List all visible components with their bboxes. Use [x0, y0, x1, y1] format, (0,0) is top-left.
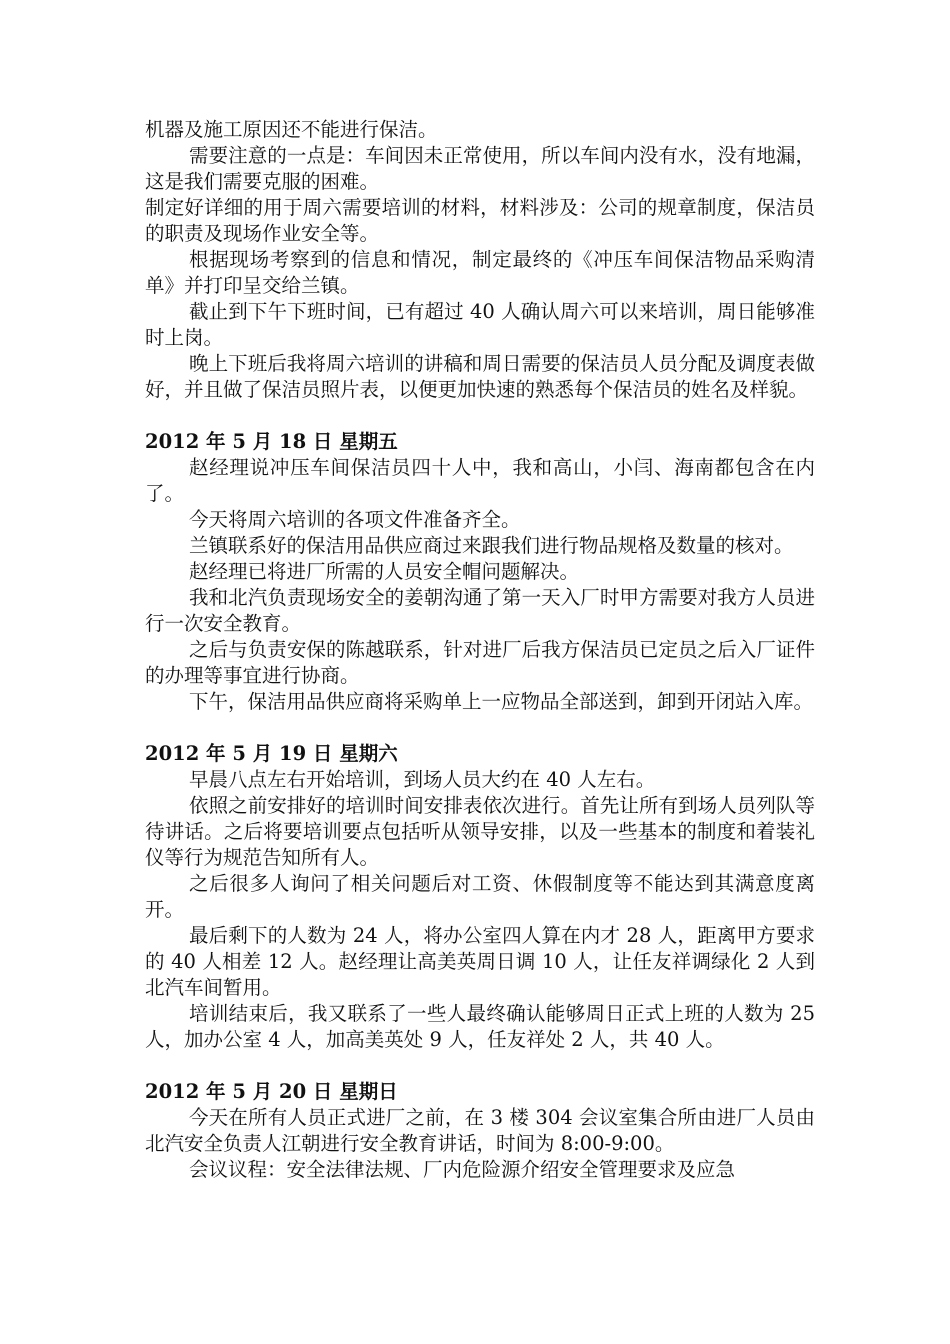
section-may-20 [145, 1079, 815, 1183]
paragraph: 截止到下午下班时间，已有超过 40 人确认周六可以来培训，周日能够准时上岗。 [145, 300, 815, 349]
paragraph: 早晨八点左右开始培训，到场人员大约在 40 人左右。 [189, 768, 656, 791]
date-heading: 2012 年 5 月 20 日 星期日 [145, 1080, 398, 1103]
section-may-19 [145, 741, 815, 1053]
paragraph: 下午，保洁用品供应商将采购单上一应物品全部送到，卸到开闭站入库。 [189, 690, 814, 713]
paragraph: 制定好详细的用于周六需要培训的材料，材料涉及：公司的规章制度，保洁员的职责及现场作业安全等。 [145, 196, 815, 245]
paragraph: 会议议程：安全法律法规、厂内危险源介绍安全管理要求及应急 [189, 1158, 736, 1181]
paragraph: 之后很多人询问了相关问题后对工资、休假制度等不能达到其满意度离开。 [145, 872, 815, 921]
date-heading: 2012 年 5 月 19 日 星期六 [145, 742, 398, 765]
paragraph: 依照之前安排好的培训时间安排表依次进行。首先让所有到场人员列队等待讲话。之后将要培训要点包括听从领导安排，以及一些基本的制度和着装礼仪等行为规范告知所有人。 [145, 794, 815, 869]
section-may-18 [145, 429, 815, 715]
paragraph: 需要注意的一点是：车间因未正常使用，所以车间内没有水，没有地漏，这是我们需要克服的困难。 [145, 144, 815, 193]
paragraph: 兰镇联系好的保洁用品供应商过来跟我们进行物品规格及数量的核对。 [189, 534, 794, 557]
date-heading: 2012 年 5 月 18 日 星期五 [145, 430, 398, 453]
section-intro [145, 117, 815, 403]
paragraph: 培训结束后，我又联系了一些人最终确认能够周日正式上班的人数为 25 人，加办公室 4 人，加高美英处 9 人，任友祥处 2 人，共 40 人。 [145, 1002, 815, 1051]
paragraph: 赵经理已将进厂所需的人员安全帽问题解决。 [189, 560, 580, 583]
document-page [145, 117, 815, 1183]
paragraph: 晚上下班后我将周六培训的讲稿和周日需要的保洁员人员分配及调度表做好，并且做了保洁员照片表，以便更加快速的熟悉每个保洁员的姓名及样貌。 [145, 352, 815, 401]
paragraph: 机器及施工原因还不能进行保洁。 [145, 118, 438, 141]
paragraph: 赵经理说冲压车间保洁员四十人中，我和高山，小闫、海南都包含在内了。 [145, 456, 815, 505]
paragraph: 之后与负责安保的陈越联系，针对进厂后我方保洁员已定员之后入厂证件的办理等事宜进行协商。 [145, 638, 815, 687]
paragraph: 今天在所有人员正式进厂之前，在 3 楼 304 会议室集合所由进厂人员由北汽安全负责人江朝进行安全教育讲话，时间为 8:00-9:00。 [145, 1106, 815, 1155]
paragraph: 我和北汽负责现场安全的姜朝沟通了第一天入厂时甲方需要对我方人员进行一次安全教育。 [145, 586, 815, 635]
paragraph: 根据现场考察到的信息和情况，制定最终的《冲压车间保洁物品采购清单》并打印呈交给兰镇。 [145, 248, 815, 297]
paragraph: 最后剩下的人数为 24 人，将办公室四人算在内才 28 人，距离甲方要求的 40 人相差 12 人。赵经理让高美英周日调 10 人，让任友祥调绿化 2 人到北汽车间暂用。 [145, 924, 815, 999]
paragraph: 今天将周六培训的各项文件准备齐全。 [189, 508, 521, 531]
